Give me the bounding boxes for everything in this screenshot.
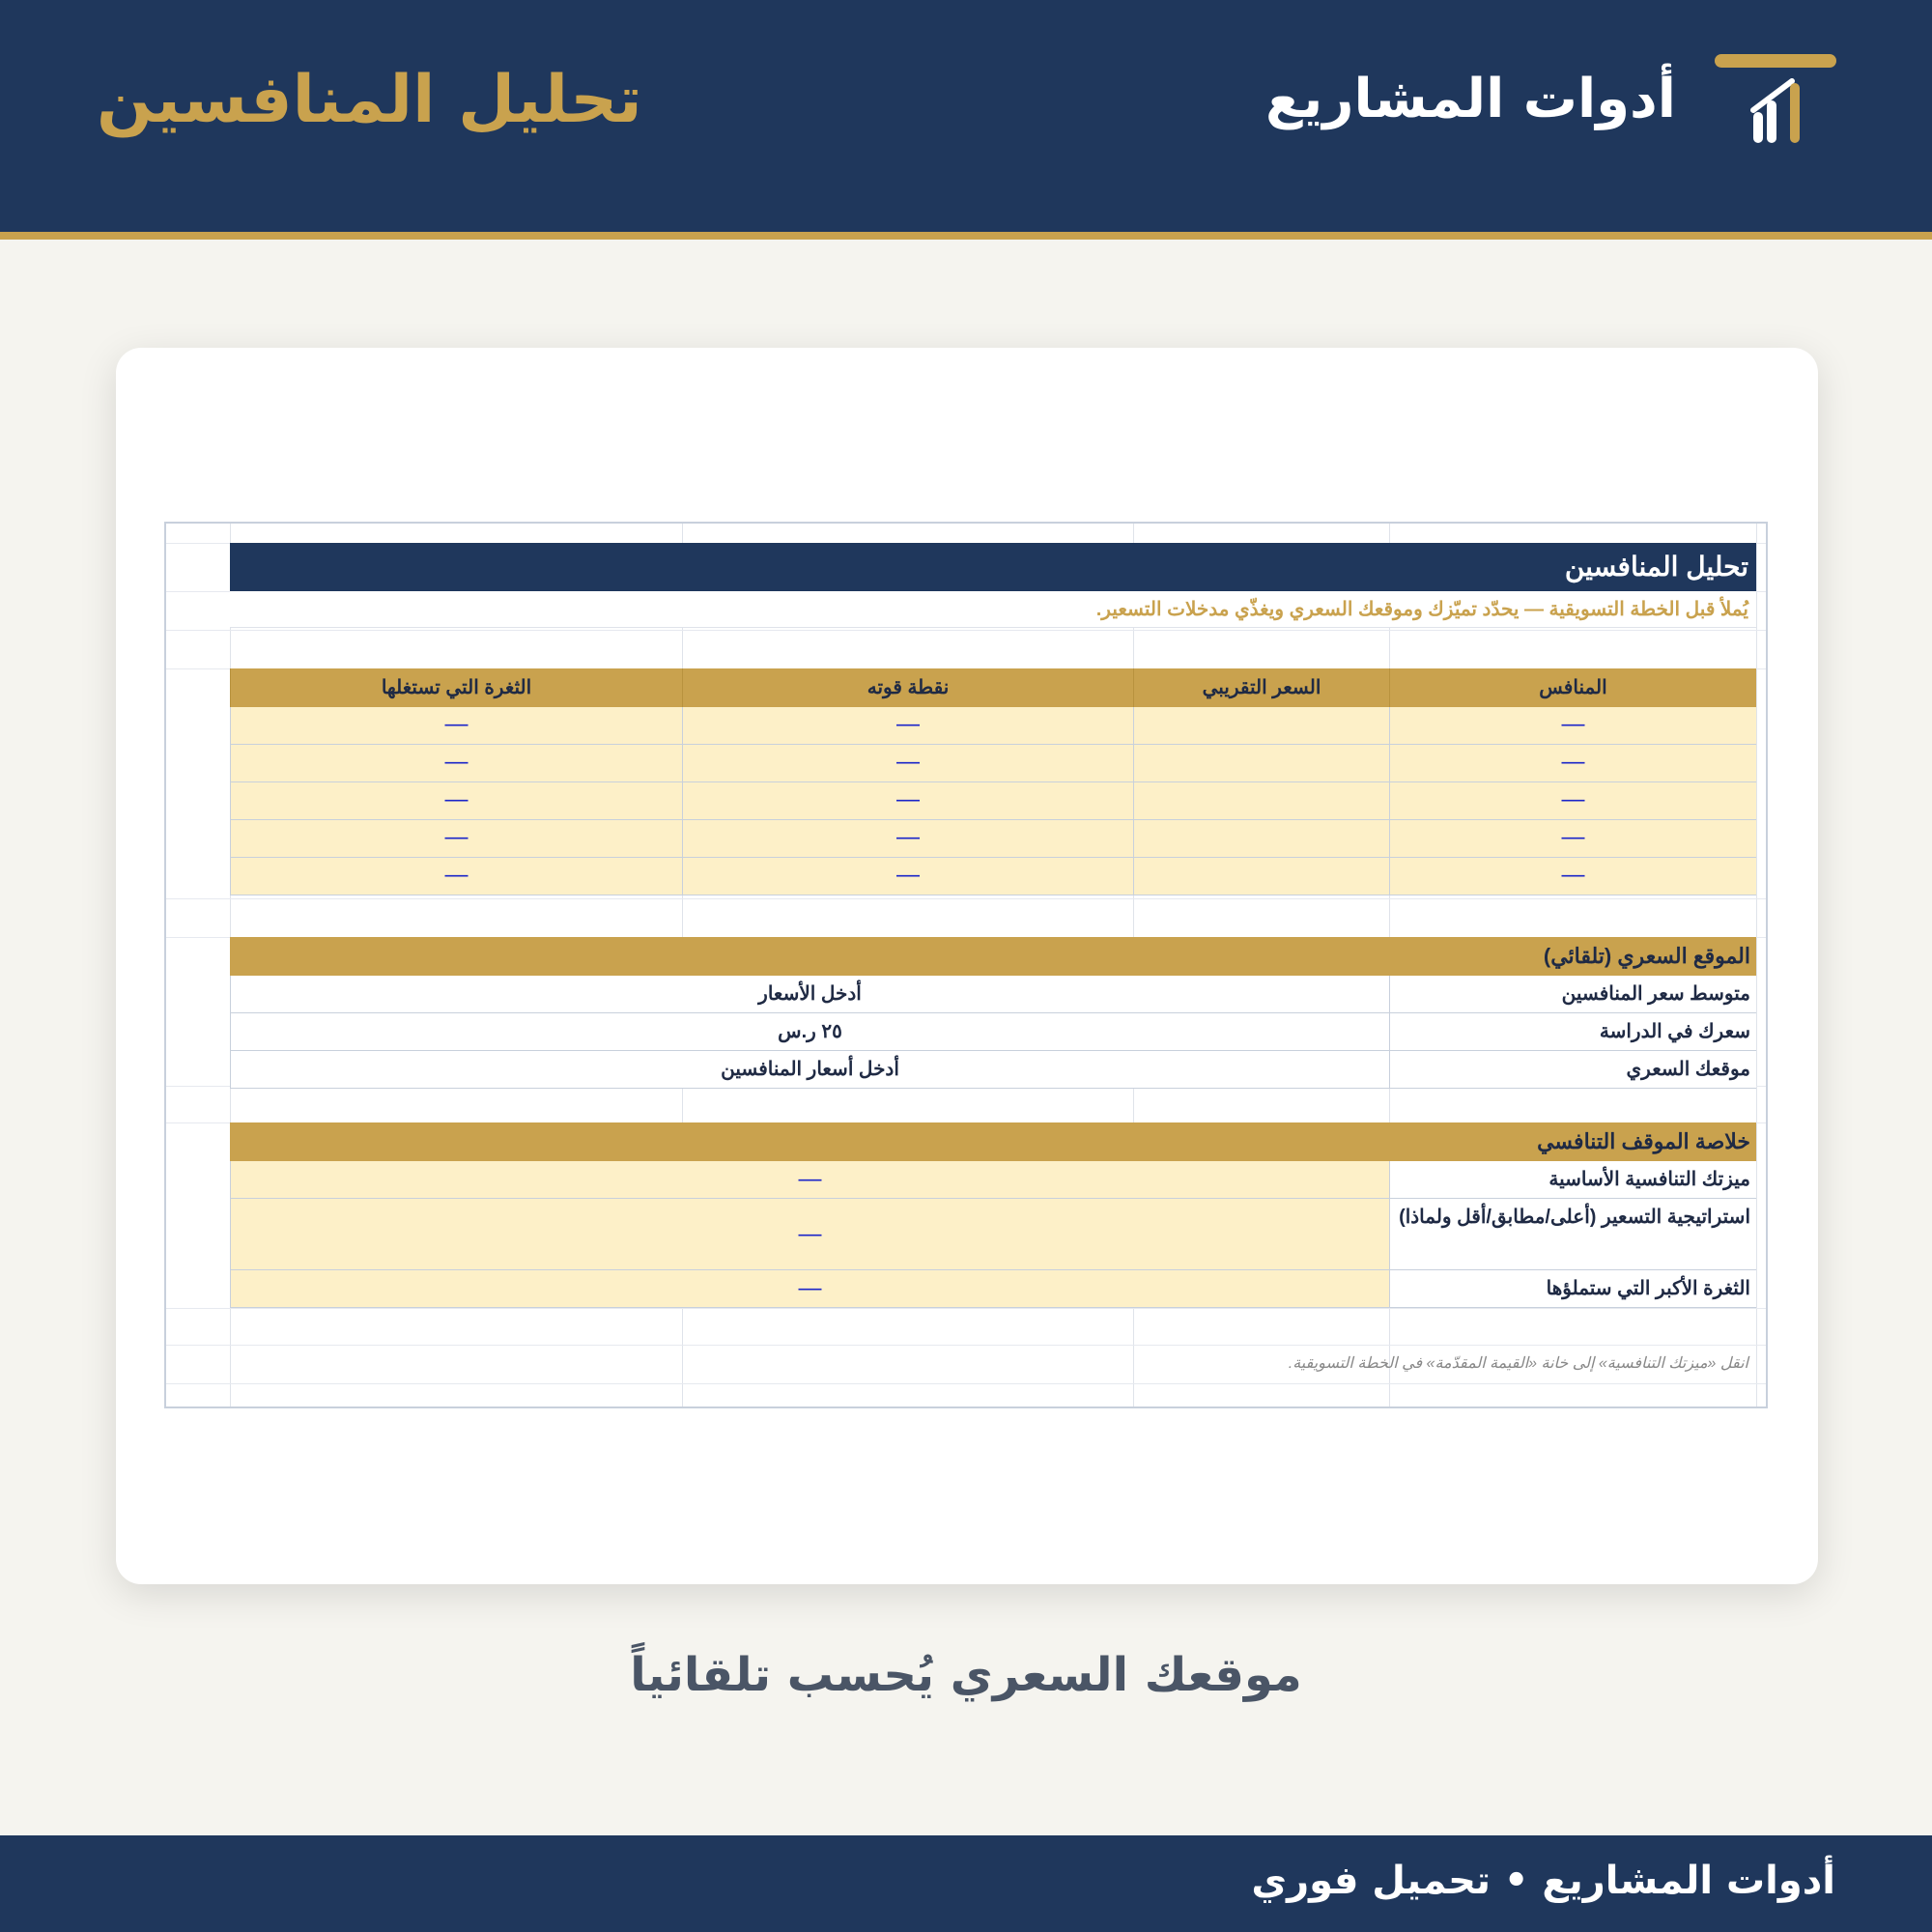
sheet-subtitle: يُملأ قبل الخطة التسويقية — يحدّد تميّزك وموقعك السعري ويغذّي مدخلات التسعير.	[230, 591, 1756, 628]
table-cell[interactable]	[1133, 782, 1389, 820]
gridline	[166, 898, 1766, 899]
summary-value[interactable]: —	[230, 1199, 1389, 1270]
table-cell[interactable]: —	[230, 745, 682, 782]
summary-value[interactable]: —	[230, 1161, 1389, 1199]
summary-label: الثغرة الأكبر التي ستملؤها	[1389, 1270, 1756, 1308]
table-cell[interactable]: —	[230, 858, 682, 895]
kv-value: ٢٥ ر.س	[230, 1013, 1389, 1051]
table-cell[interactable]: —	[682, 782, 1133, 820]
column-header-competitor: المنافس	[1389, 668, 1756, 707]
caption: موقعك السعري يُحسب تلقائياً	[630, 1648, 1302, 1702]
kv-label: موقعك السعري	[1389, 1051, 1756, 1089]
header-divider	[0, 232, 1932, 240]
table-cell[interactable]	[1133, 858, 1389, 895]
table-cell[interactable]: —	[1389, 707, 1756, 745]
kv-value: أدخل الأسعار	[230, 976, 1389, 1013]
table-cell[interactable]: —	[1389, 858, 1756, 895]
table-cell[interactable]: —	[682, 707, 1133, 745]
summary-value[interactable]: —	[230, 1270, 1389, 1308]
gridline	[166, 1383, 1766, 1384]
table-cell[interactable]: —	[230, 782, 682, 820]
footnote: انقل «ميزتك التنافسية» إلى خانة «القيمة المقدّمة» في الخطة التسويقية.	[1288, 1355, 1748, 1372]
brand-title: أدوات المشاريع	[1264, 68, 1676, 130]
column-header-gap: الثغرة التي تستغلها	[230, 668, 682, 707]
table-cell[interactable]: —	[1389, 782, 1756, 820]
kv-label: متوسط سعر المنافسين	[1389, 976, 1756, 1013]
sheet-title: تحليل المنافسين	[230, 543, 1756, 591]
summary-label: ميزتك التنافسية الأساسية	[1389, 1161, 1756, 1199]
gridline	[1756, 524, 1757, 1406]
table-cell[interactable]: —	[682, 820, 1133, 858]
table-cell[interactable]: —	[1389, 820, 1756, 858]
kv-value: أدخل أسعار المنافسين	[230, 1051, 1389, 1089]
table-cell[interactable]: —	[682, 745, 1133, 782]
column-header-strength: نقطة قوته	[682, 668, 1133, 707]
bar-chart-rising-icon	[1715, 54, 1836, 151]
table-cell[interactable]: —	[682, 858, 1133, 895]
table-cell[interactable]: —	[230, 820, 682, 858]
kv-label: سعرك في الدراسة	[1389, 1013, 1756, 1051]
gridline	[166, 630, 1766, 631]
summary-label: استراتيجية التسعير (أعلى/مطابق/أقل ولماذا)	[1389, 1199, 1756, 1270]
gridline	[166, 1308, 1766, 1309]
table-cell[interactable]	[1133, 745, 1389, 782]
footer-text: أدوات المشاريع • تحميل فوري	[1251, 1859, 1835, 1903]
table-cell[interactable]	[1133, 820, 1389, 858]
footer-bar	[0, 1835, 1932, 1932]
summary-title: خلاصة الموقف التنافسي	[230, 1122, 1756, 1161]
column-header-price: السعر التقريبي	[1133, 668, 1389, 707]
table-cell[interactable]: —	[1389, 745, 1756, 782]
table-cell[interactable]	[1133, 707, 1389, 745]
top-banner	[0, 0, 1932, 232]
price-position-title: الموقع السعري (تلقائي)	[230, 937, 1756, 976]
page-heading: تحليل المنافسين	[97, 62, 642, 138]
spreadsheet-preview	[164, 522, 1768, 1408]
table-cell[interactable]: —	[230, 707, 682, 745]
